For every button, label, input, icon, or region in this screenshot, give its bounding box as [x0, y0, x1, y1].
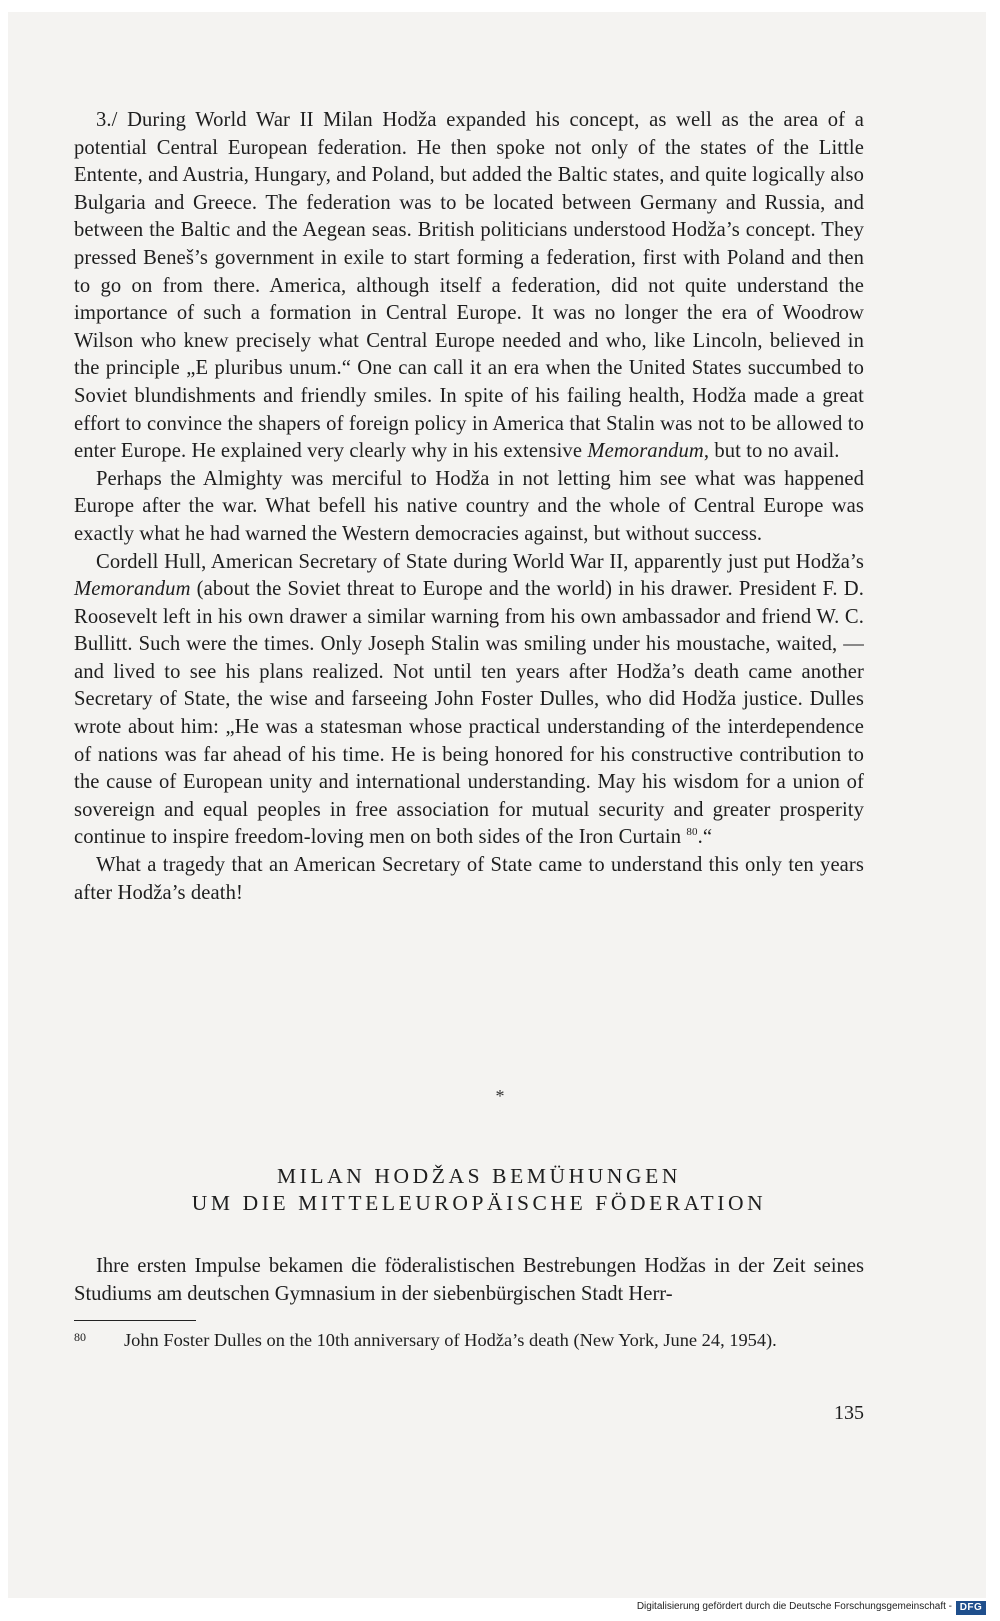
section-separator: * — [495, 1086, 505, 1106]
section-heading-line-1: MILAN HODŽAS BEMÜHUNGEN — [276, 1164, 682, 1188]
body-text — [74, 107, 864, 907]
italic-title: Memorandum — [74, 578, 191, 601]
footnote-reference: 80 — [686, 826, 698, 839]
footnote — [74, 1328, 864, 1352]
digitization-credit: Digitalisierung gefördert durch die Deutsche Forschungsgemeinschaft - — [636, 1601, 952, 1612]
italic-title: Memorandum — [587, 440, 704, 463]
text-run: .“ — [697, 826, 713, 849]
text-run: , but to no avail. — [703, 440, 840, 463]
dfg-logo: DFG — [956, 1601, 986, 1615]
german-paragraph: Ihre ersten Impulse bekamen die föderalistischen Bestrebungen Hodžas in der Zeit seines Studiums am deutschen Gymnasium in der siebenbürgischen Stadt Herr- — [74, 1255, 864, 1305]
text-run: Cordell Hull, American Secretary of State during World War II, apparently just put Hodža’s — [96, 550, 864, 573]
body-paragraph — [74, 852, 864, 907]
text-run: What a tragedy that an American Secretary of State came to understand this only ten years after Hodža’s death! — [74, 854, 864, 904]
text-run: Perhaps the Almighty was merciful to Hodža in not letting him see what was happened Europe after the war. What befell his native country and the whole of Central Europe was exactly what he had warned the Western democracies against, but without success. — [74, 467, 864, 545]
text-run: 3./ During World War II Milan Hodža expanded his concept, as well as the area of a potential Central European federation. He then spoke not only of the states of the Little Entente, and Austria, Hungary, and Poland, but added the Baltic states, and quite logically also Bulgaria and Greece. The federation was to be located between Germany and Russia, and between the Baltic and the Aegean seas. British politicians understood Hodža’s concept. They pressed Beneš’s government in exile to start forming a federation, first with Poland and then to go on from there. America, although itself a federation, did not quite understand the importance of such a formation in Central Europe. It was no longer the era of Woodrow Wilson who knew precisely what Central Europe needed and who, like Lincoln, believed in the principle „E pluribus unum.“ One can call it an era when the United States succumbed to Soviet blundishments and friendly smiles. In spite of his failing health, Hodža made a great effort to convince the shapers of foreign policy in America that Stalin was not to be allowed to enter Europe. He explained very clearly why in his extensive — [74, 109, 864, 463]
footnote-number: 80 — [74, 1330, 86, 1344]
footnote-divider — [74, 1320, 196, 1321]
body-paragraph — [74, 466, 864, 549]
section-heading — [74, 1163, 884, 1217]
page-number: 135 — [834, 1402, 864, 1424]
body-paragraph — [74, 549, 864, 853]
footnote-text: John Foster Dulles on the 10th anniversary of Hodža’s death (New York, June 24, 1954). — [124, 1330, 777, 1350]
text-run: (about the Soviet threat to Europe and the world) in his drawer. President F. D. Roosevelt left in his own drawer a similar warning from his own ambassador and friend W. C. Bullitt. Such were the times. Only Joseph Stalin was smiling under his moustache, waited, — and lived to see his plans realized. Not until ten years after Hodža’s death came another Secretary of State, the wise and farseeing John Foster Dulles, who did Hodža justice. Dulles wrote about him: „He was a statesman whose practical understanding of the interdependence of nations was far ahead of his time. He is being honored for his constructive contribution to the cause of European unity and international understanding. May his wisdom for a union of sovereign and equal peoples in free association for mutual security and greater prosperity continue to inspire freedom-loving men on both sides of the Iron Curtain — [74, 578, 864, 849]
section-heading-line-2: UM DIE MITTELEUROPÄISCHE FÖDERATION — [191, 1191, 767, 1215]
body-paragraph — [74, 107, 864, 466]
